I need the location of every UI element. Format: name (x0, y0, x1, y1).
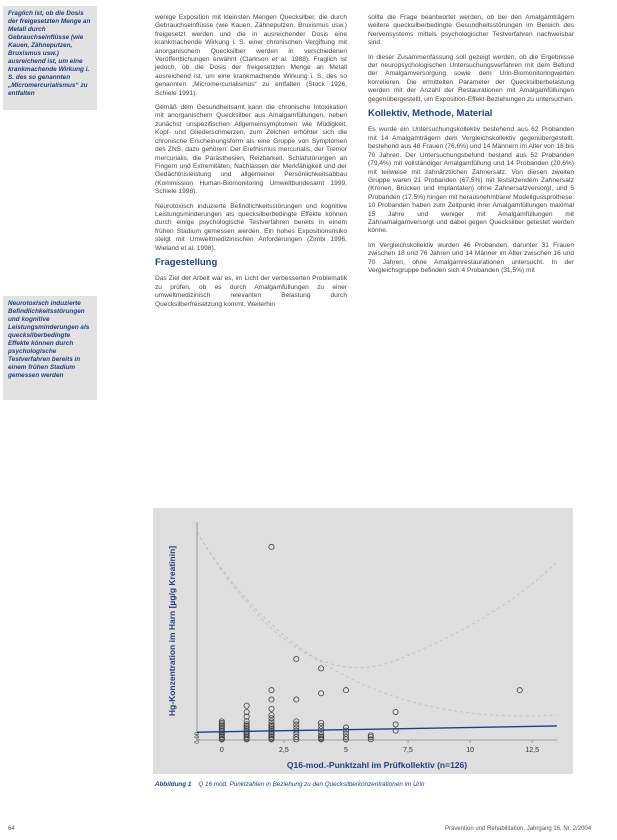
page-number: 64 (8, 826, 15, 832)
paragraph: sollte die Frage beantwortet werden, ob bei den Amalgamträgern weitere quecksilberbedingte Gesundheitsstörungen im Bereich des Nervensystems mittels psychologischer Testverfahren nachweisbar sind. (368, 14, 574, 47)
x-axis-label: Q16-mod.-Punktzahl im Prüfkollektiv (n=126) (286, 760, 468, 770)
data-point (294, 656, 299, 661)
data-point (319, 691, 324, 696)
x-tick-label: 0 (219, 747, 224, 754)
x-tick-label: 10 (466, 747, 475, 754)
data-point (393, 722, 398, 727)
data-point (517, 688, 522, 693)
data-point (393, 709, 398, 714)
data-point (269, 706, 274, 711)
sidebar-note-1-text: Fraglich ist, ob die Dosis der freigesetzten Menge an Metall durch Gebrauchseinflüsse (wie Kauen, Zähneputzen, Bruxismus usw.) ausreichend ist, um eine krankmachende Wirkung i. S. des so genannten „Micromercurialismus“ zu entfalten (8, 10, 91, 97)
journal-footer: Prävention und Rehabilitation, Jahrgang 16, Nr. 2/2004 (445, 826, 592, 832)
scatter-chart (153, 508, 573, 774)
y-axis-label: Hg-Konzentration im Harn [µg/g Kreatinin] (167, 545, 177, 717)
x-tick-label: 5 (344, 747, 348, 754)
paragraph: Gemäß dem Gesundheitsamt kann die chronische Intoxikation mit anorganischem Quecksilber aus Amalgamfüllungen, neben zunächst unspezifischen Allgemeinsymptomen wie Müdigkeit, Kopf- und Gliederschmerzen, zum Zeichen erhöhter sich die chronische Erscheinungsform als eine Gruppe von Symptomen des ZNS, dazu gehören: Der Erethismus mercurialis, der Tremor mercurialis, die Parästhesien, Reizbarkeit, Schlafstörungen an Fingern und Extremitäten, Nachlassen der Merkfähigkeit und der Gedächtnisleistung und allgemeiner Persönlichkeitsabbau (Kommission Human-Biomonitoring Umweltbundesamt 1999, Schiele 1998). (155, 104, 347, 196)
paragraph: wenige Exposition mit kleinsten Mengen Quecksilber, die durch Gebrauchseinflüsse (wie Kauen, Zähneputzen, Bruxismus usw.) freigesetzt werden und die in ausreichender Dosis eine krankmachende Wirkung i. S. einer chronischen Vergiftung mit anorganischem Quecksilber werden in verschiedenen Veröffentlichungen erwähnt (Clarkson et al. 1988). Fraglich ist jedoch, ob die Dosis der freigesetzten Menge an Metall ausreichend ist, um eine krankmachende Wirkung i. S. des so genannten „Micromercurialismus“ zu entfalten (Stock 1926, Schiele 1991). (155, 14, 347, 97)
data-point (269, 544, 274, 549)
heading-fragestellung: Fragestellung (155, 256, 218, 268)
caption-label: Abbildung 1 (155, 781, 192, 788)
y-tick-label: 0,00 (195, 732, 201, 744)
data-point (294, 697, 299, 702)
data-point (269, 697, 274, 702)
confidence-curve (197, 532, 557, 716)
article-column-1 (155, 14, 347, 315)
sidebar-note-2-text: Neurotoxisch induzierte Befindlichkeitsstörungen und kognitive Leistungsminderungen als quecksilberbedingte Effekte können durch psychologische Testverfahren bereits in einem frühen Stadium gemessen werden (8, 300, 90, 379)
chart-panel (153, 508, 573, 774)
paragraph: Es wurde ein Untersuchungskollektiv bestehend aus 62 Probanden mit 14 Amalgamträgern dem Vergleichskollektiv gegenübergestellt, bestehend aus 48 Frauen (76,6%) und 14 Männern im Alter von 18 bis 70 Jahren. Der Untersuchungsbefund bestand aus 52 Probanden (79,4%) mit vollständiger Amalgamfüllung und 14 Probanden (20,6%) mit teilweise mit zahnärztlichen Zahnersatz. Von diesen zweiten Gruppe waren 21 Probanden (67,5%) mit festsitzendem Zahnersatz (Kronen, Brücken und Implantaten) ohne Zahnersatzversorgt, und 5 Probanden (17,5%) hingen mit herausnehmbarer Modellgussprothese. 10 Probanden haben zum Zeitpunkt ihrer Amalgamfüllungen maximal 15 Jahre und weniger mit Amalgamfüllungen mit Zahnamalgamversorgt und dabei gegen Quecksilber getestet werden könne. (368, 126, 574, 235)
trend-line (197, 726, 557, 732)
data-point (244, 703, 249, 708)
paragraph: Neurotoxisch induzierte Befindlichkeitsstörungen und kognitive Leistungsminderungen als quecksilberbedingte Effekte können durch einige psychologische Testverfahren bereits in einem frühen Stadium gemessen werden. Ein hohes Expositionsrisiko steigt mit Umweltmedizinischen Anforderungen (Zimbi 1996, Wieland et al. 1998). (155, 202, 347, 252)
confidence-curve (197, 532, 557, 668)
x-tick-label: 12,5 (525, 747, 539, 754)
paragraph: In dieser Zusammenfassung soll gezeigt werden, ob die Ergebnisse der neuropsychologischen Untersuchungsverfahren mit dem Befund der Amalgamversorgung sowie dem Urin-Biomonitoringwerten korrelieren. Die ermittelten Parameter der Quecksilberbelastung werden mit der Anzahl der Restaurationen mit Amalgamfüllungen gegenübergestellt, um Exposition-Effekt-Beziehungen zu untersuchen. (368, 53, 574, 103)
x-tick-label: 7,5 (403, 747, 413, 754)
data-point (343, 688, 348, 693)
figure-caption (155, 781, 585, 788)
heading-methode: Kollektiv, Methode, Material (368, 108, 493, 120)
article-column-2 (368, 14, 574, 281)
sidebar-note-2 (3, 296, 97, 400)
x-tick-label: 2,5 (279, 747, 289, 754)
data-point (269, 688, 274, 693)
caption-text: Q 16 mod. Punktzahlen in Beziehung zu den Quecksilberkonzentrationen im Urin (198, 781, 425, 788)
paragraph: Das Ziel der Arbeit war es, im Licht der verbesserten Problematik zu prüfen, ob es durch Amalgamfüllungen zu einer umweltmedizinisch relevanten Belastung durch Quecksilberfreisetzung kommt. Weiterhin (155, 275, 347, 308)
data-point (319, 666, 324, 671)
sidebar-note-1 (3, 6, 97, 110)
paragraph: Im Vergleichskollektiv wurden 46 Probanden, darunter 31 Frauen zwischen 18 und 76 Jahren und 14 Männer im Alter zwischen 16 und 70 Jahren, ohne Amalgamrestaurationen untersucht. In der Vergleichsgruppe befinden sich 4 Probanden (31,5%) mit (368, 241, 574, 274)
